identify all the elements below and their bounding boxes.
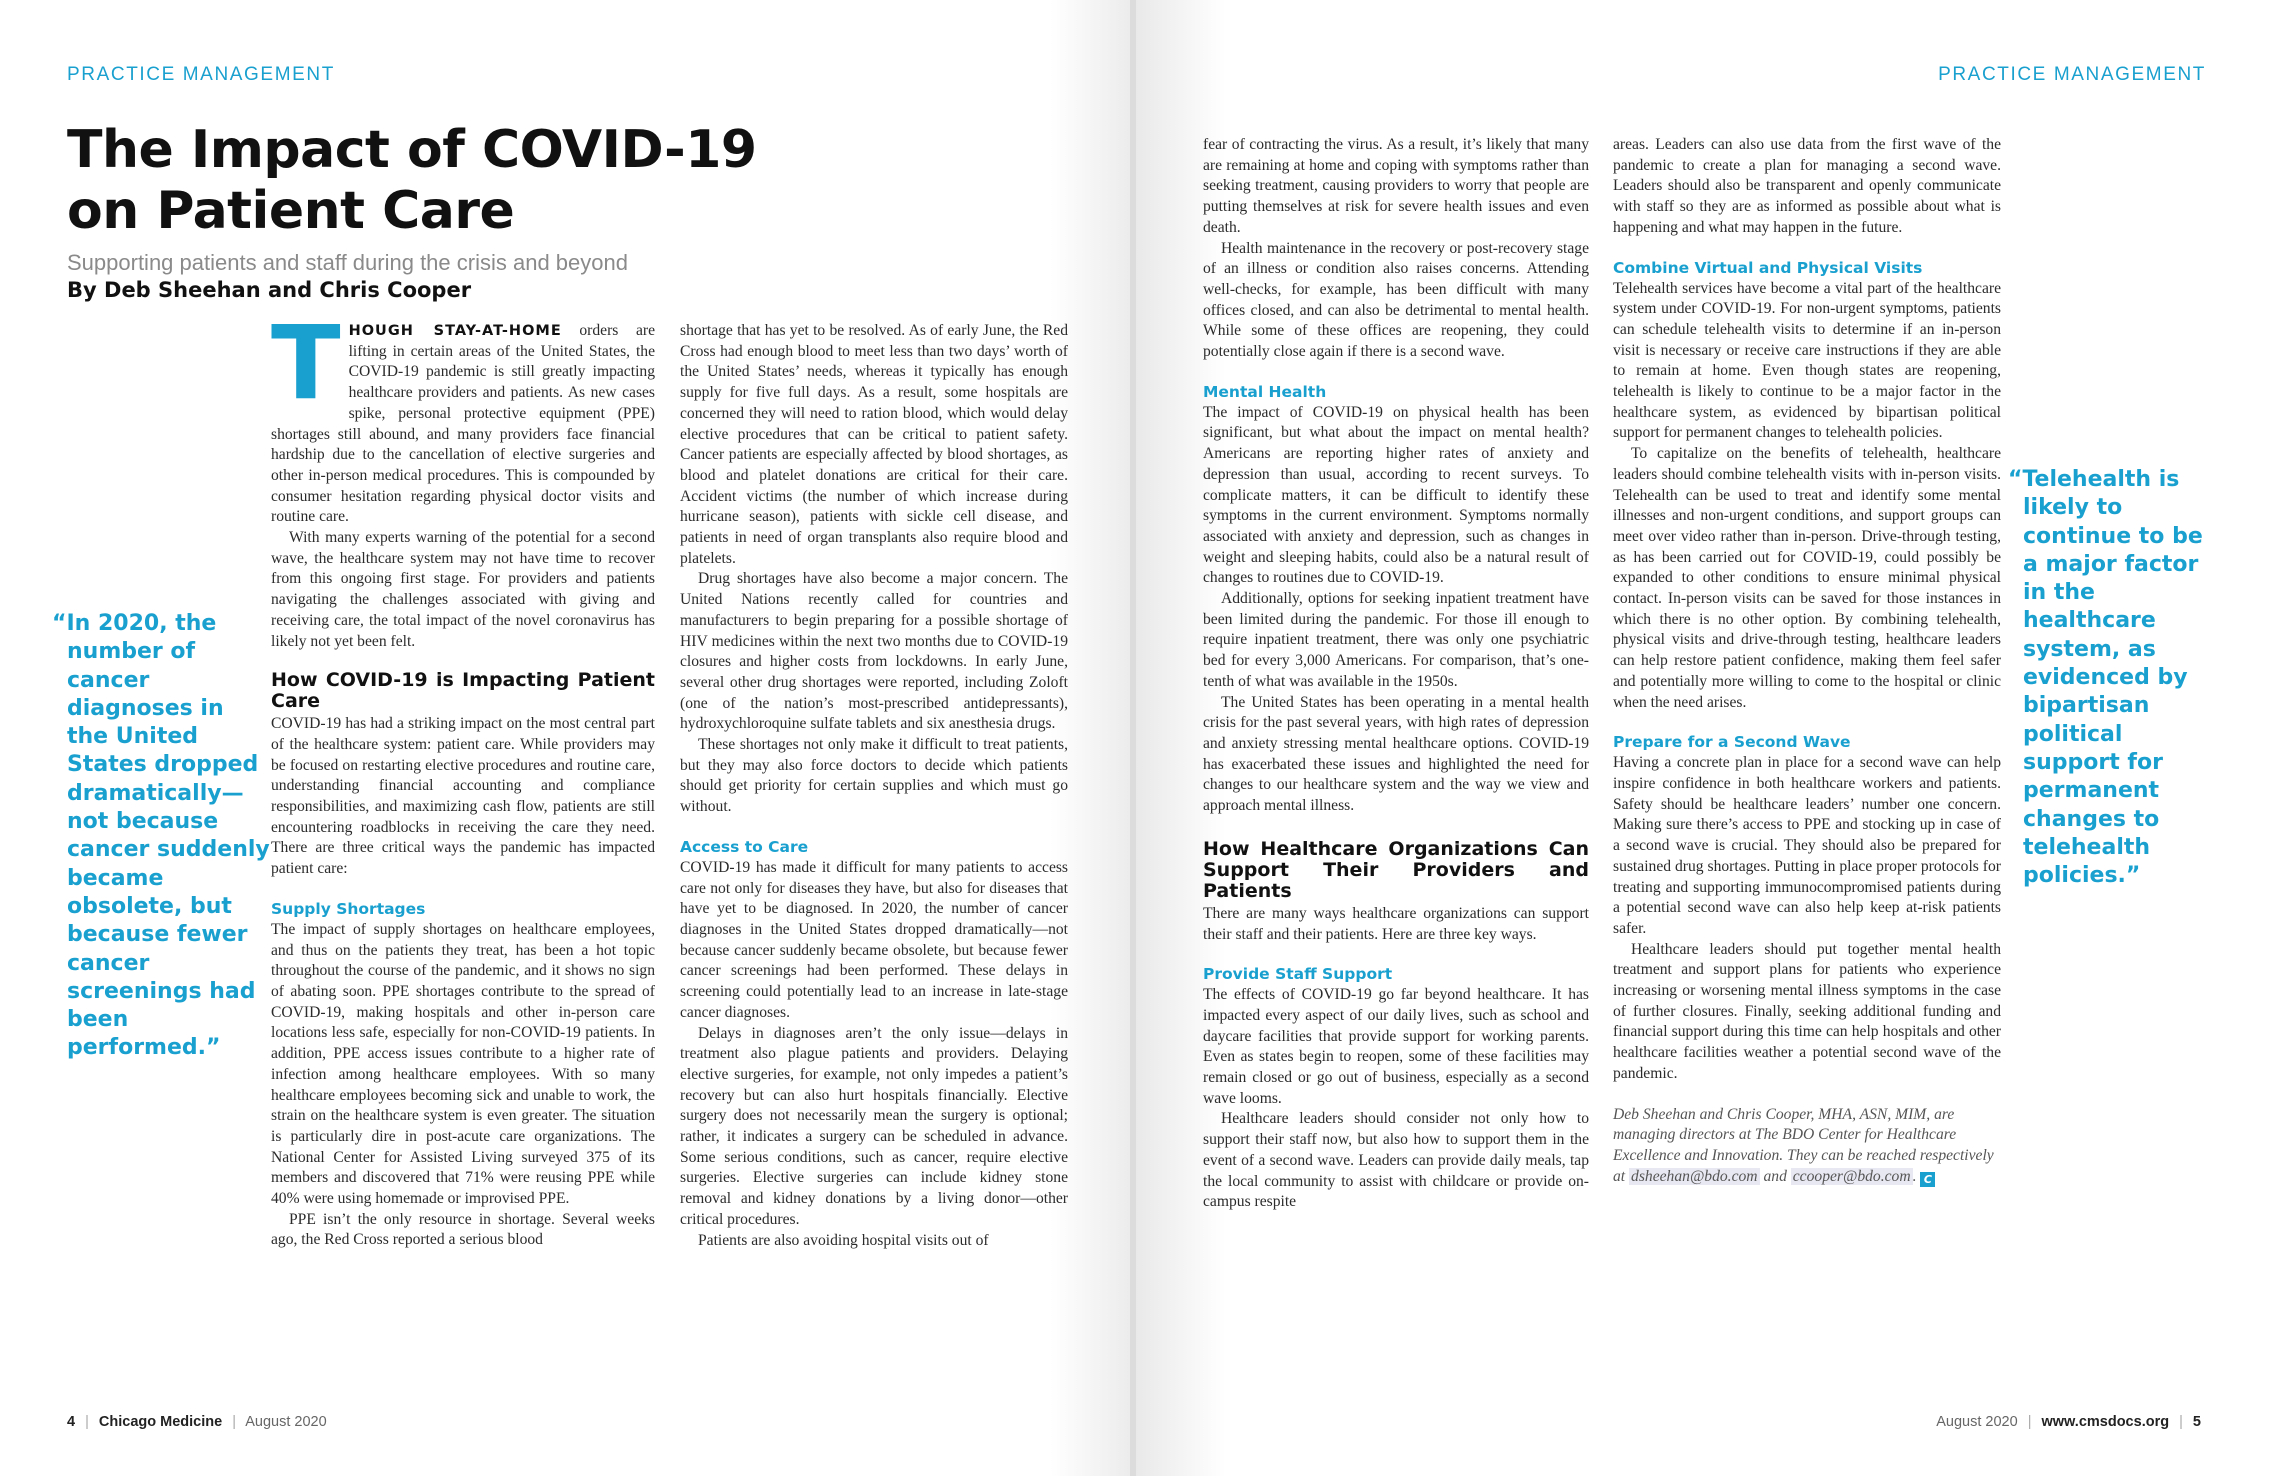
intro-paragraph: THOUGH STAY-AT-HOME orders are lifting in certain areas of the United States, the COVID-19 pandemic is still greatly impacting healthcare providers and patients. As new cases spike, personal protective equipment (PPE) shortages still abound, and many providers face financial hardship due to the cancellation of elective surgeries and other in-person medical procedures. This is compounded by consumer hesitation regarding physical doctor visits and routine care. [271,304,656,526]
footer-divider: | [232,1414,237,1430]
paragraph: shortage that has yet to be resolved. As of early June, the Red Cross had enough blood to meet less than two days’ worth of the United States’ needs, whereas it typically has enough supply for five full days. As a result, some hospitals are concerned they will need to ration blood, which would delay elective procedures that can be critical to patient safety. Cancer patients are especially affected by blood shortages, as blood and platelet donations are critical for their care. Accident victims (the number of which increase during hurricane season), patients with sickle cell disease, and patients in need of organ transplants also require blood and platelets. [680,322,1068,567]
email-link-sheehan[interactable]: dsheehan@bdo.com [1631,1167,1758,1185]
page-number: 4 [67,1414,76,1430]
paragraph: Patients are also avoiding hospital visits out of [698,1231,989,1249]
lead-in: HOUGH STAY-AT-HOME [348,323,562,339]
paragraph: There are many ways healthcare organizations can support their staff and their patients. Here are three key ways. [1203,904,1589,943]
paragraph: These shortages not only make it difficult to treat patients, but they may also force doctors to decide which patients should get priority for certain supplies and which must go without. [680,736,1068,816]
magazine-name: Chicago Medicine [98,1414,223,1430]
website-link[interactable]: www.cmsdocs.org [2041,1414,2170,1430]
column-3 [1203,135,1589,1213]
paragraph: Delays in diagnoses aren’t the only issue—delays in treatment also plague patients and providers. Delaying elective surgeries, for example, not only impedes a patient’s recovery but can also hurt hospitals financially. Elective surgery does not necessarily mean the surgery is optional; rather, it indicates a surgery can be scheduled in advance. Some serious conditions, such as cancer, require elective surgeries. Elective surgeries can include kidney stone removal and kidney donations by a living donor—other critical procedures. [680,1024,1068,1228]
paragraph: areas. Leaders can also use data from the first wave of the pandemic to create a plan for managing a second wave. Leaders should also be transparent and openly communicate with staff so they are as informed as possible about what is happening and what may happen in the future. [1613,136,2001,236]
column-1 [271,304,656,1251]
paragraph: Healthcare leaders should consider not only how to support their staff now, but also how to support them in the event of a second wave. Leaders can provide daily meals, tap the local community to assist with childcare or provide on-campus respite [1203,1110,1589,1211]
end-of-article-icon: C [1920,1172,1935,1187]
paragraph: With many experts warning of the potential for a second wave, the healthcare system may not have time to recover from this ongoing first stage. For providers and patients navigating the challenges associated with giving and receiving care, the total impact of the novel coronavirus has likely not yet been felt. [271,529,655,650]
paragraph: fear of contracting the virus. As a result, it’s likely that many are remaining at home and coping with symptoms rather than seeking treatment, causing providers to worry that people are putting themselves at risk for severe health issues and even death. [1203,136,1589,236]
page-number: 5 [2192,1414,2201,1430]
email-link-cooper[interactable]: ccooper@bdo.com [1792,1167,1911,1185]
paragraph: The United States has been operating in a mental health crisis for the past several years, with high rates of depression and anxiety stressing mental healthcare options. COVID-19 has exacerbated these issues and highlighted the need for changes to our healthcare system and the way we view and approach mental illness. [1203,693,1589,815]
paragraph: The impact of supply shortages on healthcare employees, and thus on the patients they treat, has been a hot topic throughout the course of the pandemic, and it shows no sign of abating soon. PPE shortages contribute to the spread of COVID-19, making hospitals and other in-person care locations less safe, especially for non-COVID-19 patients. In addition, PPE access issues contribute to a higher rate of infection among healthcare employees. With so many healthcare employees becoming sick and unable to work, the strain on the healthcare system is even greater. The situation is particularly dire in post-acute care organizations. The National Center for Assisted Living surveyed 375 of its members and discovered that 71% were reusing PPE while 40% were using homemade or improvised PPE. [271,920,655,1208]
paragraph: The impact of COVID-19 on physical health has been significant, but what about the impact on mental health? Americans are reporting higher rates of anxiety and depression than usual, according to recent surveys. To complicate matters, it can be difficult to identify these symptoms in the current environment. Symptoms normally associated with anxiety and depression, such as changes in weight and sleeping habits, could also be a natural result of changes to routines due to COVID-19. [1203,403,1589,587]
title-line-2: on Patient Care [67,181,515,241]
subsection-heading: Supply Shortages [271,899,426,918]
paragraph: Healthcare leaders should put together mental health treatment and support plans for patients who experience increasing or worsening mental illness symptoms in the case of further closures. Finally, seeking additional funding and financial support during this time can help hospitals and other healthcare facilities weather a potential second wave of the pandemic. [1613,940,2001,1082]
pull-quote-left: “In 2020, the number of cancer diagnoses in the United States dropped dramatically—not because cancer suddenly became obsolete, but because fewer cancer screenings had been performed.” [52,611,270,1061]
footer-divider: | [2179,1414,2183,1430]
section-kicker-right: PRACTICE MANAGEMENT [1938,64,2206,85]
section-kicker-left: PRACTICE MANAGEMENT [67,64,335,85]
section-heading: How COVID-19 is Impacting Patient Care [271,669,655,713]
section-heading: How Healthcare Organizations Can Support Their Providers and Patients [1203,837,1589,902]
paragraph: Additionally, options for seeking inpatient treatment have been limited during the pandemic. For those ill enough to require inpatient treatment, there was only one psychiatric bed for every 3,000 Americans. For comparison, that’s one-tenth of what was available in the 1950s. [1203,590,1589,690]
author-bio: Deb Sheehan and Chris Cooper, MHA, ASN, MIM, are managing directors at The BDO Center for Healthcare Excellence and Innovation. They can be reached respectively at dsheehan@bdo.com and ccooper@bdo.com . C [1613,1105,1994,1186]
article-byline: By Deb Sheehan and Chris Cooper [67,278,472,302]
column-2 [680,321,1068,1251]
paragraph: COVID-19 has made it difficult for many patients to access care not only for diseases they have, but also for diseases that have yet to be diagnosed. In 2020, the number of cancer diagnoses in the United States dropped dramatically—not because cancer suddenly became obsolete, but because fewer cancer screenings had been performed. These delays in screening could potentially lead to an increase in late-stage cancer diagnoses. [680,858,1068,1021]
paragraph: Health maintenance in the recovery or post-recovery stage of an illness or condition also raises concerns. Attending well-checks, for example, has been difficult with many offices closed, and can also be detrimental to mental health. While some of these offices are reopening, they could potentially close again if there is a second wave. [1203,239,1589,361]
subsection-heading: Provide Staff Support [1203,965,1393,984]
article-title [67,120,757,242]
article-deck: Supporting patients and staff during the crisis and beyond [67,250,628,275]
subsection-heading: Combine Virtual and Physical Visits [1613,258,1923,277]
subsection-heading: Prepare for a Second Wave [1613,733,1851,752]
paragraph: Telehealth services have become a vital part of the healthcare system under COVID-19. For non-urgent symptoms, patients can schedule telehealth visits to determine if an in-person visit is necessary or receive care instructions if they are able to remain at home. Even though states are reopening, telehealth is likely to continue to be a major factor in the healthcare system, as evidenced by bipartisan political support for permanent changes to telehealth policies. [1613,279,2001,442]
footer-right [1936,1414,2201,1430]
paragraph: The effects of COVID-19 go far beyond healthcare. It has impacted every aspect of our daily lives, such as school and daycare facilities that provide support for working parents. Even as states begin to reopen, some of these facilities may remain closed or go out of business, especially as a second wave looms. [1203,986,1589,1107]
subsection-heading: Mental Health [1203,382,1327,401]
issue-date: August 2020 [245,1414,327,1430]
pull-quote-right: “Telehealth is likely to continue to be a major factor in the healthcare system, as evidenced by bipartisan political support for permanent changes to telehealth policies.” [2008,467,2203,889]
paragraph: To capitalize on the benefits of telehealth, healthcare leaders should combine telehealth visits with in-person visits. Telehealth can be used to treat and identify some mental illnesses and non-urgent conditions, and support groups can meet over video rather than in-person. Drive-through testing, as has been carried out for COVID-19, could possibly be expanded to other conditions to ensure minimal physical contact. In-person visits can be saved for those instances in which there is no other option. By combining telehealth, physical visits and drive-through testing, healthcare leaders can help restore patient confidence, making them feel safer and potentially more willing to come to the hospital or clinic when the need arises. [1613,445,2001,711]
column-4 [1613,135,2001,1187]
paragraph: PPE isn’t the only resource in shortage. Several weeks ago, the Red Cross reported a serious blood [271,1210,655,1249]
footer-divider: | [85,1414,89,1430]
footer-left [67,1414,327,1430]
title-line-1: The Impact of COVID-19 [67,120,757,180]
paragraph: Having a concrete plan in place for a second wave can help inspire confidence in both healthcare workers and patients. Safety should be healthcare leaders’ number one concern. Making sure there’s access to PPE and stocking up in case of a second wave is crucial. They should also be prepared for sustained drug shortages. Putting in place proper protocols for treating and supporting immunocompromised patients during a potential second wave can also help keep at-risk patients safer. [1613,754,2001,937]
footer-divider: | [2027,1414,2032,1430]
paragraph: Drug shortages have also become a major concern. The United Nations recently called for countries and manufacturers to begin preparing for a possible shortage of HIV medicines within the next two months due to COVID-19 closures and higher costs from lockdowns. In early June, several other drug shortages were reported, including Zoloft (one of the nation’s most-prescribed antidepressants), hydroxychloroquine sulfate tablets and six anesthesia drugs. [680,570,1068,733]
issue-date: August 2020 [1936,1414,2018,1430]
subsection-heading: Access to Care [680,837,809,856]
paragraph: COVID-19 has had a striking impact on the most central part of the healthcare system: patient care. While providers may be focused on restarting elective procedures and routine care, understanding financial accounting and compliance responsibilities, and maximizing cash flow, patients are still encountering roadblocks in receiving the care they need. There are three critical ways the pandemic has impacted patient care: [271,715,655,878]
drop-cap: T [271,304,341,423]
